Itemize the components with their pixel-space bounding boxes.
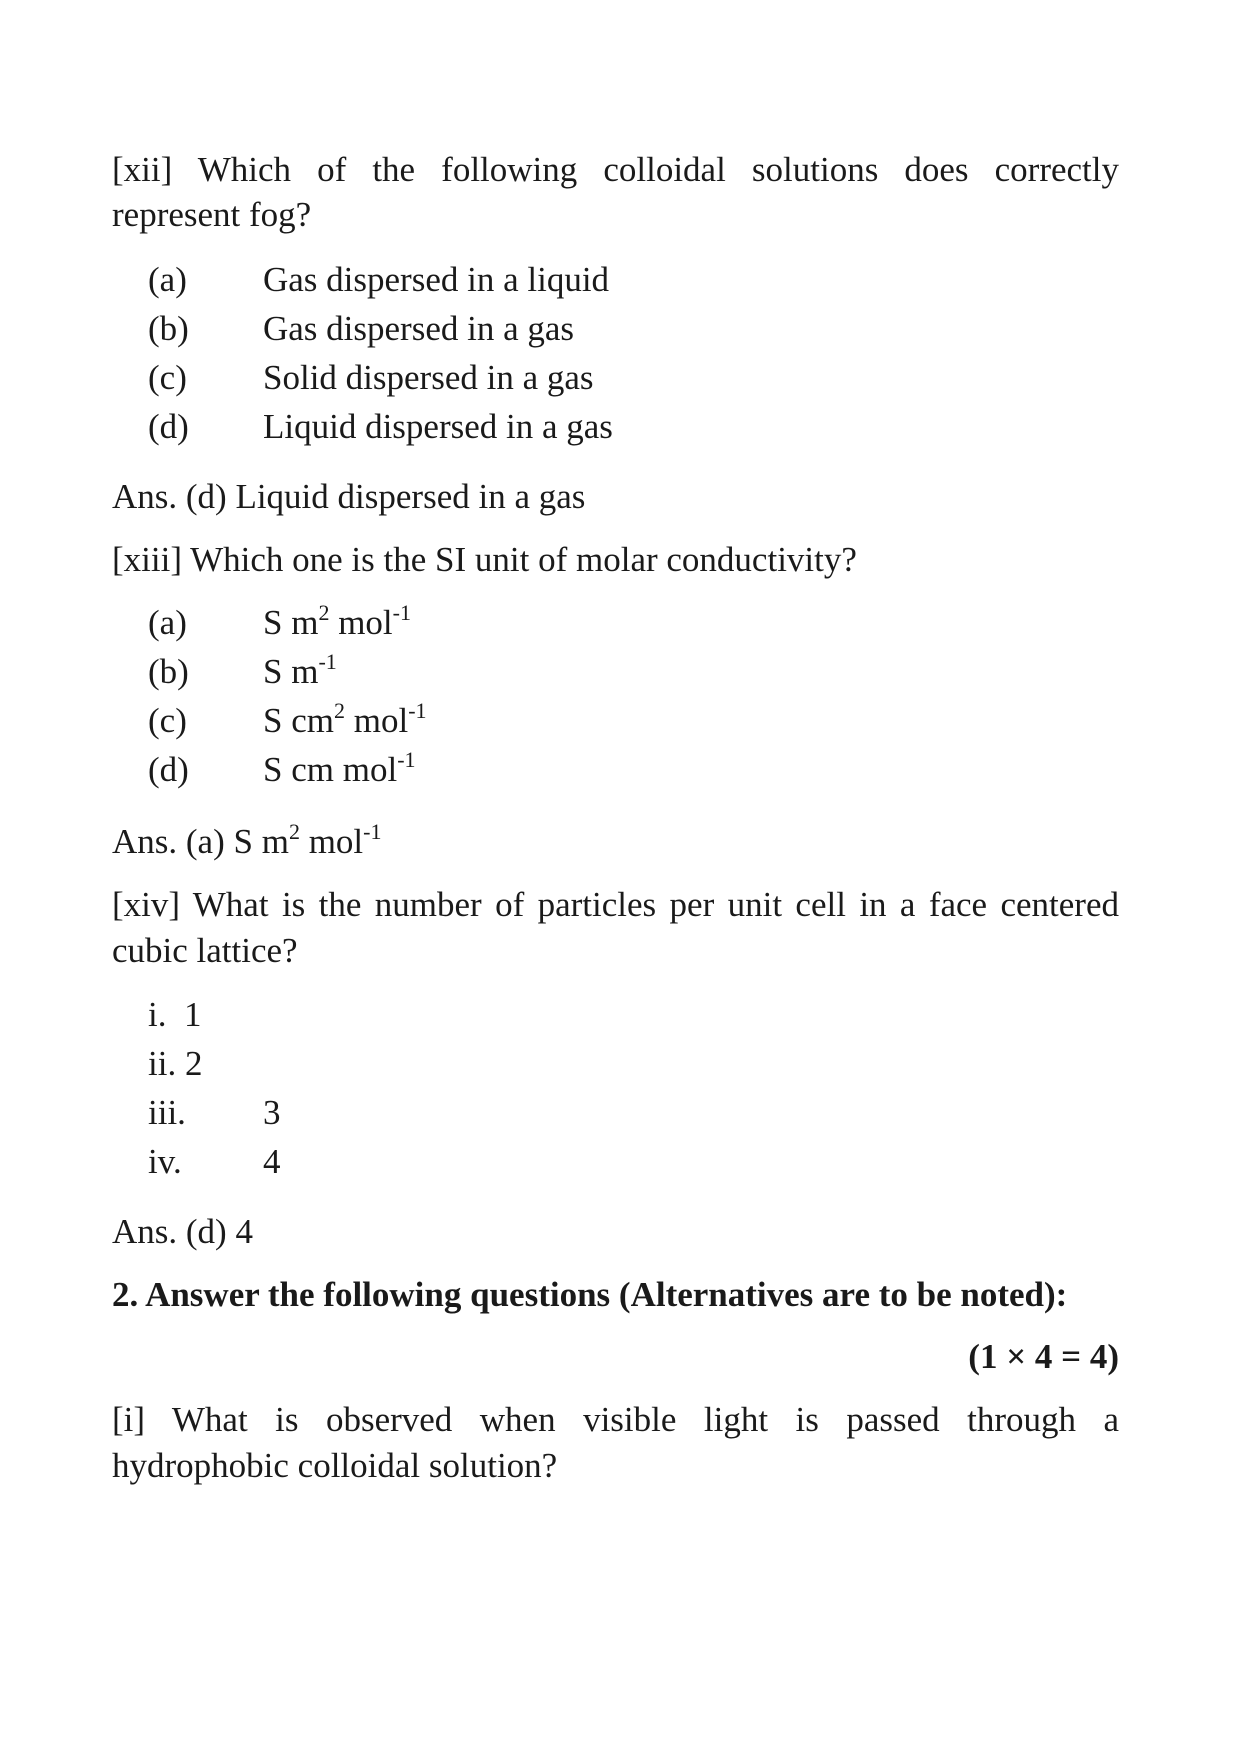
q12-option-a-label: (a) [148, 260, 187, 299]
q14-option-i-text: 1 [183, 995, 202, 1034]
q13-a-base: S m [263, 603, 319, 642]
q13-d-base: S cm mol [263, 750, 398, 789]
q12-answer: Ans. (d) Liquid dispersed in a gas [112, 477, 586, 516]
section2-heading: 2. Answer the following questions (Alternatives are to be noted): [112, 1275, 1068, 1314]
q13-option-a-label: (a) [148, 603, 187, 642]
q14-line1: [xiv] What is the number of particles per unit cell in a face centered [112, 885, 1119, 924]
q13-answer-mid: mol [299, 822, 364, 861]
q14-option-ii [148, 1042, 202, 1086]
q12-option-b-text: Gas dispersed in a gas [263, 309, 575, 348]
q2i-line2: hydrophobic colloidal solution? [112, 1446, 558, 1485]
q13-option-b-text [263, 650, 337, 694]
q13-line1: [xiii] Which one is the SI unit of molar conductivity? [112, 540, 857, 579]
q13-c-exp2: -1 [408, 698, 427, 723]
q13-answer [112, 820, 381, 864]
q12-option-d-text: Liquid dispersed in a gas [263, 407, 613, 446]
q14-option-iv-label: iv. [148, 1142, 182, 1181]
q13-d-exp1: -1 [397, 747, 416, 772]
q14-option-ii-label: ii. [148, 1044, 177, 1083]
q13-option-c-text [263, 699, 427, 743]
q13-answer-exp1: 2 [288, 819, 300, 844]
q12-option-d-label: (d) [148, 407, 189, 446]
q13-c-base: S cm [263, 701, 334, 740]
q12-line2: represent fog? [112, 195, 312, 234]
q13-b-exp1: -1 [318, 649, 337, 674]
q14-answer: Ans. (d) 4 [112, 1212, 253, 1251]
q13-option-b-label: (b) [148, 652, 189, 691]
q14-option-iii-text: 3 [263, 1093, 281, 1132]
q14-option-ii-text: 2 [184, 1044, 203, 1083]
q13-a-exp1: 2 [318, 600, 330, 625]
q12-option-c-label: (c) [148, 358, 187, 397]
q12-option-a-text: Gas dispersed in a liquid [263, 260, 610, 299]
section2-marks: (1 × 4 = 4) [968, 1337, 1119, 1376]
q12-line1: [xii] Which of the following colloidal solutions does correctly [112, 150, 1119, 189]
q14-option-iii-label: iii. [148, 1093, 186, 1132]
q13-option-d-text [263, 748, 416, 792]
q13-answer-exp2: -1 [363, 819, 382, 844]
q14-line2: cubic lattice? [112, 931, 298, 970]
q13-option-d-label: (d) [148, 750, 189, 789]
q12-option-b-label: (b) [148, 309, 189, 348]
q14-option-i [148, 993, 201, 1037]
q12-option-c-text: Solid dispersed in a gas [263, 358, 594, 397]
q13-b-base: S m [263, 652, 319, 691]
q13-c-exp1: 2 [333, 698, 345, 723]
q14-option-i-label: i. [148, 995, 167, 1034]
q14-option-iv-text: 4 [263, 1142, 281, 1181]
q13-a-mid: mol [329, 603, 393, 642]
q2i-line1: [i] What is observed when visible light is passed through a [112, 1400, 1119, 1439]
q13-a-exp2: -1 [392, 600, 411, 625]
q13-option-c-label: (c) [148, 701, 187, 740]
q13-answer-prefix: Ans. (a) S m [112, 822, 289, 861]
q13-option-a-text [263, 601, 411, 645]
q13-c-mid: mol [344, 701, 409, 740]
